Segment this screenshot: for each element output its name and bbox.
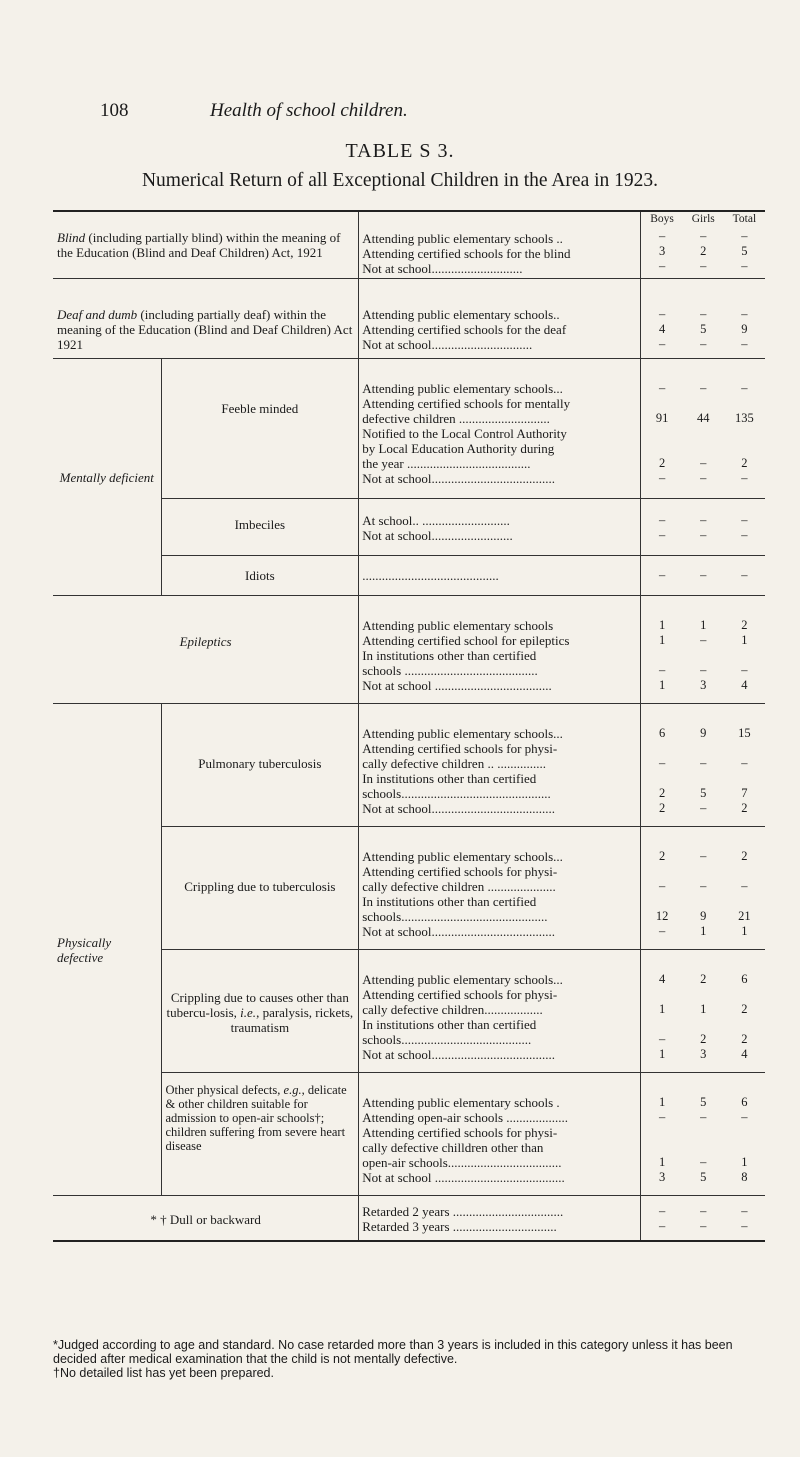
girls-epileptics	[683, 596, 724, 704]
table-line: At school.. ...........................	[362, 513, 510, 528]
category-physically-defective: Physically defective	[53, 704, 161, 1196]
sub-other-physical-defects: Other physical defects, e.g., delicate & other children suitable for admission to open-air schools†; children suffering from severe heart disease	[161, 1073, 359, 1196]
boys-crippling-tb	[641, 827, 683, 950]
boys-dull	[641, 1196, 683, 1242]
table-row-epileptics	[53, 596, 765, 704]
table-line: –	[741, 528, 748, 542]
table-line: Retarded 2 years ..................................	[362, 1204, 564, 1219]
boys-other-physical	[641, 1073, 683, 1196]
table-line: Attending certified schools for physi-	[362, 987, 558, 1002]
table-line: –	[658, 924, 666, 938]
table-line: 91	[655, 411, 669, 425]
total-crippling-tb	[724, 827, 765, 950]
table-line: –	[741, 307, 748, 321]
table-line: 3	[700, 1047, 707, 1061]
sub-crippling-other: Crippling due to causes other than tubercu-losis, i.e., paralysis, rickets, traumatism	[161, 950, 359, 1073]
table-line	[724, 441, 765, 456]
table-line: –	[658, 879, 666, 893]
table-line	[683, 1140, 724, 1155]
table-line: 21	[738, 909, 751, 923]
table-line: In institutions other than certified	[362, 648, 537, 663]
total-imbeciles	[724, 499, 765, 556]
table-line	[641, 441, 682, 456]
table-line: –	[741, 1110, 748, 1124]
table-line: 3	[658, 1170, 666, 1184]
table-line: 2	[741, 618, 748, 632]
col-header-girls: Girls	[691, 213, 715, 225]
sub-feeble-minded: Feeble minded	[161, 359, 359, 499]
table-line: Attending certified schools for physi-	[362, 864, 558, 879]
table-line: the year ......................................	[362, 456, 531, 471]
girls-other-physical	[683, 1073, 724, 1196]
girls-dull	[683, 1196, 724, 1242]
table-line	[683, 396, 724, 411]
table-line: –	[658, 307, 666, 321]
table-line: Attending public elementary schools...	[362, 849, 563, 864]
table-line: 4	[741, 678, 748, 692]
table-line: Attending public elementary schools...	[362, 972, 563, 987]
table-line: In institutions other than certified	[362, 1017, 537, 1032]
table-line: –	[741, 879, 748, 893]
table-title: TABLE S 3.	[345, 140, 455, 162]
category-epileptics: Epileptics	[53, 596, 359, 704]
table-line: –	[700, 259, 707, 273]
footnote-detailed-list: †No detailed list has yet been prepared.	[53, 1366, 274, 1380]
category-blind: Blind (including partially blind) within the meaning of the Education (Blind and Deaf Children) Act, 1921	[53, 211, 359, 279]
table-line: –	[700, 1155, 707, 1169]
boys-feeble-minded	[641, 359, 683, 499]
table-line: –	[658, 1032, 666, 1046]
sub-pulmonary-tuberculosis: Pulmonary tuberculosis	[161, 704, 359, 827]
table-line: 1	[658, 1002, 666, 1016]
table-line: Not at school.........................	[362, 528, 513, 543]
table-line: Not at school......................................	[362, 471, 556, 486]
table-line: –	[658, 663, 666, 677]
table-line: 1	[658, 1047, 666, 1061]
table-line: –	[700, 1219, 707, 1233]
table-line: 4	[658, 322, 666, 336]
boys-deaf	[641, 279, 683, 359]
table-line: –	[658, 568, 666, 582]
girls-blind	[683, 211, 724, 279]
lines-imbeciles	[359, 499, 641, 556]
table-line	[724, 648, 765, 663]
lines-crippling-tb	[359, 827, 641, 950]
table-line: 2	[700, 972, 707, 986]
table-line: –	[658, 259, 666, 273]
table-line	[641, 741, 682, 756]
table-line: Not at school ....................................	[362, 678, 552, 693]
girls-deaf	[683, 279, 724, 359]
table-line: 9	[741, 322, 748, 336]
exceptional-children-table	[53, 210, 765, 1242]
table-line: 6	[658, 726, 666, 740]
table-line: Attending open-air schools ...................	[362, 1110, 569, 1125]
boys-imbeciles	[641, 499, 683, 556]
table-line: schools .........................................	[362, 663, 538, 678]
table-line: –	[700, 756, 707, 770]
table-line	[683, 1017, 724, 1032]
table-line	[641, 987, 682, 1002]
table-line: 1	[741, 1155, 748, 1169]
table-line: Attending public elementary schools .	[362, 1095, 560, 1110]
table-line	[683, 648, 724, 663]
table-line: –	[741, 663, 748, 677]
table-line: 1	[658, 1155, 666, 1169]
col-header-total: Total	[732, 213, 757, 225]
table-line: 2	[658, 801, 666, 815]
table-line: Attending certified schools for mentally	[362, 396, 571, 411]
table-line: 1	[658, 678, 666, 692]
total-idiots	[724, 556, 765, 596]
table-line: 135	[735, 411, 754, 425]
table-row-pulmonary	[53, 704, 765, 827]
table-line: schools........................................	[362, 1032, 532, 1047]
table-line: –	[658, 528, 666, 542]
table-line: 1	[658, 633, 666, 647]
sub-idiots: Idiots	[161, 556, 359, 596]
table-line: 7	[741, 786, 748, 800]
lines-dull	[359, 1196, 641, 1242]
table-line: 1	[700, 1002, 707, 1016]
table-line: –	[741, 568, 748, 582]
table-line	[641, 396, 682, 411]
page-header	[100, 100, 740, 128]
table-line: –	[700, 456, 707, 470]
category-deaf: Deaf and dumb (including partially deaf) within the meaning of the Education (Blind and Deaf Children) Act 1921	[53, 279, 359, 359]
table-line: –	[700, 337, 707, 351]
table-line: cally defective children..................	[362, 1002, 543, 1017]
table-line: –	[658, 381, 666, 395]
table-line: –	[700, 801, 707, 815]
table-line: –	[700, 879, 707, 893]
table-line: Retarded 3 years ................................	[362, 1219, 557, 1234]
lines-idiots	[359, 556, 641, 596]
table-line: 2	[658, 456, 666, 470]
girls-imbeciles	[683, 499, 724, 556]
table-line: 2	[741, 801, 748, 815]
table-line: –	[741, 756, 748, 770]
footnotes	[53, 1338, 765, 1380]
table-line: 6	[741, 972, 748, 986]
category-dull-backward: * † Dull or backward	[53, 1196, 359, 1242]
table-line: Not at school......................................	[362, 801, 556, 816]
table-line: –	[700, 1204, 707, 1218]
total-pulmonary	[724, 704, 765, 827]
table-line: Attending certified school for epileptics	[362, 633, 570, 648]
table-line	[724, 426, 765, 441]
table-line: 1	[741, 633, 748, 647]
table-line: 5	[741, 244, 748, 258]
table-line: 6	[741, 1095, 748, 1109]
table-line: cally defective children .. ...............	[362, 756, 546, 771]
table-line: 8	[741, 1170, 748, 1184]
total-epileptics	[724, 596, 765, 704]
table-line	[724, 1125, 765, 1140]
sub-crippling-tuberculosis: Crippling due to tuberculosis	[161, 827, 359, 950]
table-line: 1	[741, 924, 748, 938]
table-line: –	[658, 756, 666, 770]
table-line: open-air schools...................................	[362, 1155, 562, 1170]
table-line: Not at school......................................	[362, 924, 556, 939]
table-line	[641, 1125, 682, 1140]
table-line	[683, 894, 724, 909]
table-line: 15	[738, 726, 751, 740]
table-line	[683, 771, 724, 786]
total-other-physical	[724, 1073, 765, 1196]
table-line: –	[741, 259, 748, 273]
table-line: –	[741, 381, 748, 395]
table-line: 1	[700, 618, 707, 632]
table-line: –	[700, 528, 707, 542]
table-line: schools.............................................	[362, 909, 548, 924]
table-line: Attending certified schools for physi-	[362, 1125, 558, 1140]
table-line	[641, 1017, 682, 1032]
table-line: –	[700, 471, 707, 485]
table-line: Not at school......................................	[362, 1047, 556, 1062]
boys-blind	[641, 211, 683, 279]
girls-pulmonary	[683, 704, 724, 827]
sub-imbeciles: Imbeciles	[161, 499, 359, 556]
table-line: –	[700, 1110, 707, 1124]
table-line: 4	[741, 1047, 748, 1061]
table-line	[724, 864, 765, 879]
table-line: –	[700, 663, 707, 677]
table-row-dull	[53, 1196, 765, 1242]
table-line: –	[658, 513, 666, 527]
table-line: –	[658, 229, 666, 243]
table-line: Attending public elementary schools...	[362, 726, 563, 741]
table-line	[683, 1125, 724, 1140]
table-row-deaf	[53, 279, 765, 359]
table-line: 2	[658, 849, 666, 863]
table-line: Not at school...............................	[362, 337, 533, 352]
boys-idiots	[641, 556, 683, 596]
table-line	[641, 426, 682, 441]
table-line: schools..............................................	[362, 786, 551, 801]
table-line: 5	[700, 322, 707, 336]
table-line: 2	[741, 849, 748, 863]
table-line: 2	[700, 1032, 707, 1046]
table-line: 4	[658, 972, 666, 986]
table-line: 5	[700, 786, 707, 800]
total-deaf	[724, 279, 765, 359]
table-line	[641, 771, 682, 786]
table-line: In institutions other than certified	[362, 771, 537, 786]
table-line	[724, 396, 765, 411]
table-line: –	[741, 1219, 748, 1233]
table-line: 5	[700, 1095, 707, 1109]
table-line: 1	[658, 1095, 666, 1109]
girls-crippling-tb	[683, 827, 724, 950]
table-line: 2	[741, 1002, 748, 1016]
table-line: 1	[700, 924, 707, 938]
table-line: 2	[741, 1032, 748, 1046]
table-line	[641, 864, 682, 879]
lines-feeble-minded	[359, 359, 641, 499]
table-line: –	[741, 229, 748, 243]
category-mentally-deficient: Mentally deficient	[53, 359, 161, 596]
table-line: 44	[697, 411, 710, 425]
table-line	[683, 426, 724, 441]
table-line: 2	[741, 456, 748, 470]
table-line: –	[741, 1204, 748, 1218]
table-line: Not at school............................	[362, 261, 523, 276]
table-line: Attending certified schools for physi-	[362, 741, 558, 756]
lines-pulmonary	[359, 704, 641, 827]
total-blind	[724, 211, 765, 279]
boys-epileptics	[641, 596, 683, 704]
lines-crippling-other	[359, 950, 641, 1073]
table-line: 2	[658, 786, 666, 800]
table-line: –	[658, 337, 666, 351]
table-line: defective children ............................	[362, 411, 550, 426]
table-line: Notified to the Local Control Authority	[362, 426, 567, 441]
table-line	[683, 741, 724, 756]
table-line: 3	[658, 244, 666, 258]
table-line: 5	[700, 1170, 707, 1184]
lines-epileptics	[359, 596, 641, 704]
table-line: cally defective chilldren other than	[362, 1140, 544, 1155]
table-row-blind	[53, 211, 765, 279]
table-line: –	[658, 1219, 666, 1233]
table-line	[724, 741, 765, 756]
table-line: Attending certified schools for the deaf	[362, 322, 567, 337]
table-line: Not at school ........................................	[362, 1170, 565, 1185]
table-line: ..........................................	[362, 568, 499, 583]
table-line	[641, 1140, 682, 1155]
table-line	[724, 1140, 765, 1155]
table-line	[683, 864, 724, 879]
girls-crippling-other	[683, 950, 724, 1073]
table-line: –	[700, 381, 707, 395]
table-line: 12	[655, 909, 669, 923]
table-line: Attending public elementary schools ..	[362, 231, 563, 246]
table-line: 9	[700, 909, 707, 923]
table-line	[724, 894, 765, 909]
total-feeble-minded	[724, 359, 765, 499]
table-line: –	[700, 633, 707, 647]
boys-crippling-other	[641, 950, 683, 1073]
table-line: –	[658, 1110, 666, 1124]
table-line: Attending public elementary schools	[362, 618, 554, 633]
lines-deaf	[359, 279, 641, 359]
table-line	[641, 894, 682, 909]
table-line	[724, 987, 765, 1002]
table-line	[641, 648, 682, 663]
total-crippling-other	[724, 950, 765, 1073]
table-line: cally defective children .....................	[362, 879, 556, 894]
table-line: Attending public elementary schools..	[362, 307, 560, 322]
table-line: –	[741, 513, 748, 527]
table-line: –	[700, 513, 707, 527]
table-subtitle: Numerical Return of all Exceptional Children in the Area in 1923.	[141, 170, 659, 191]
table-line: 2	[700, 244, 707, 258]
table-line: 1	[658, 618, 666, 632]
table-line: –	[700, 849, 707, 863]
table-line: Attending certified schools for the blind	[362, 246, 571, 261]
table-line	[683, 441, 724, 456]
table-line: –	[700, 229, 707, 243]
table-line: –	[741, 471, 748, 485]
table-row-feeble-minded	[53, 359, 765, 499]
table-line: –	[658, 471, 666, 485]
table-line	[683, 987, 724, 1002]
table-line	[724, 771, 765, 786]
table-line	[724, 1017, 765, 1032]
boys-pulmonary	[641, 704, 683, 827]
footnote-judged: *Judged according to age and standard. No case retarded more than 3 years is included in this category unless it has been decided after medical examination that the child is not mentally defective.	[53, 1338, 733, 1366]
girls-idiots	[683, 556, 724, 596]
lines-other-physical	[359, 1073, 641, 1196]
running-title: Health of school children.	[210, 100, 408, 121]
girls-feeble-minded	[683, 359, 724, 499]
total-dull	[724, 1196, 765, 1242]
page-number: 108	[100, 100, 129, 121]
lines-blind	[359, 211, 641, 279]
table-line: –	[658, 1204, 666, 1218]
table-line: In institutions other than certified	[362, 894, 537, 909]
table-line: –	[700, 307, 707, 321]
table-line: 3	[700, 678, 707, 692]
table-line: 9	[700, 726, 707, 740]
col-header-boys: Boys	[650, 213, 674, 225]
table-line: –	[741, 337, 748, 351]
table-line: Attending public elementary schools...	[362, 381, 563, 396]
table-line: –	[700, 568, 707, 582]
table-line: by Local Education Authority during	[362, 441, 555, 456]
